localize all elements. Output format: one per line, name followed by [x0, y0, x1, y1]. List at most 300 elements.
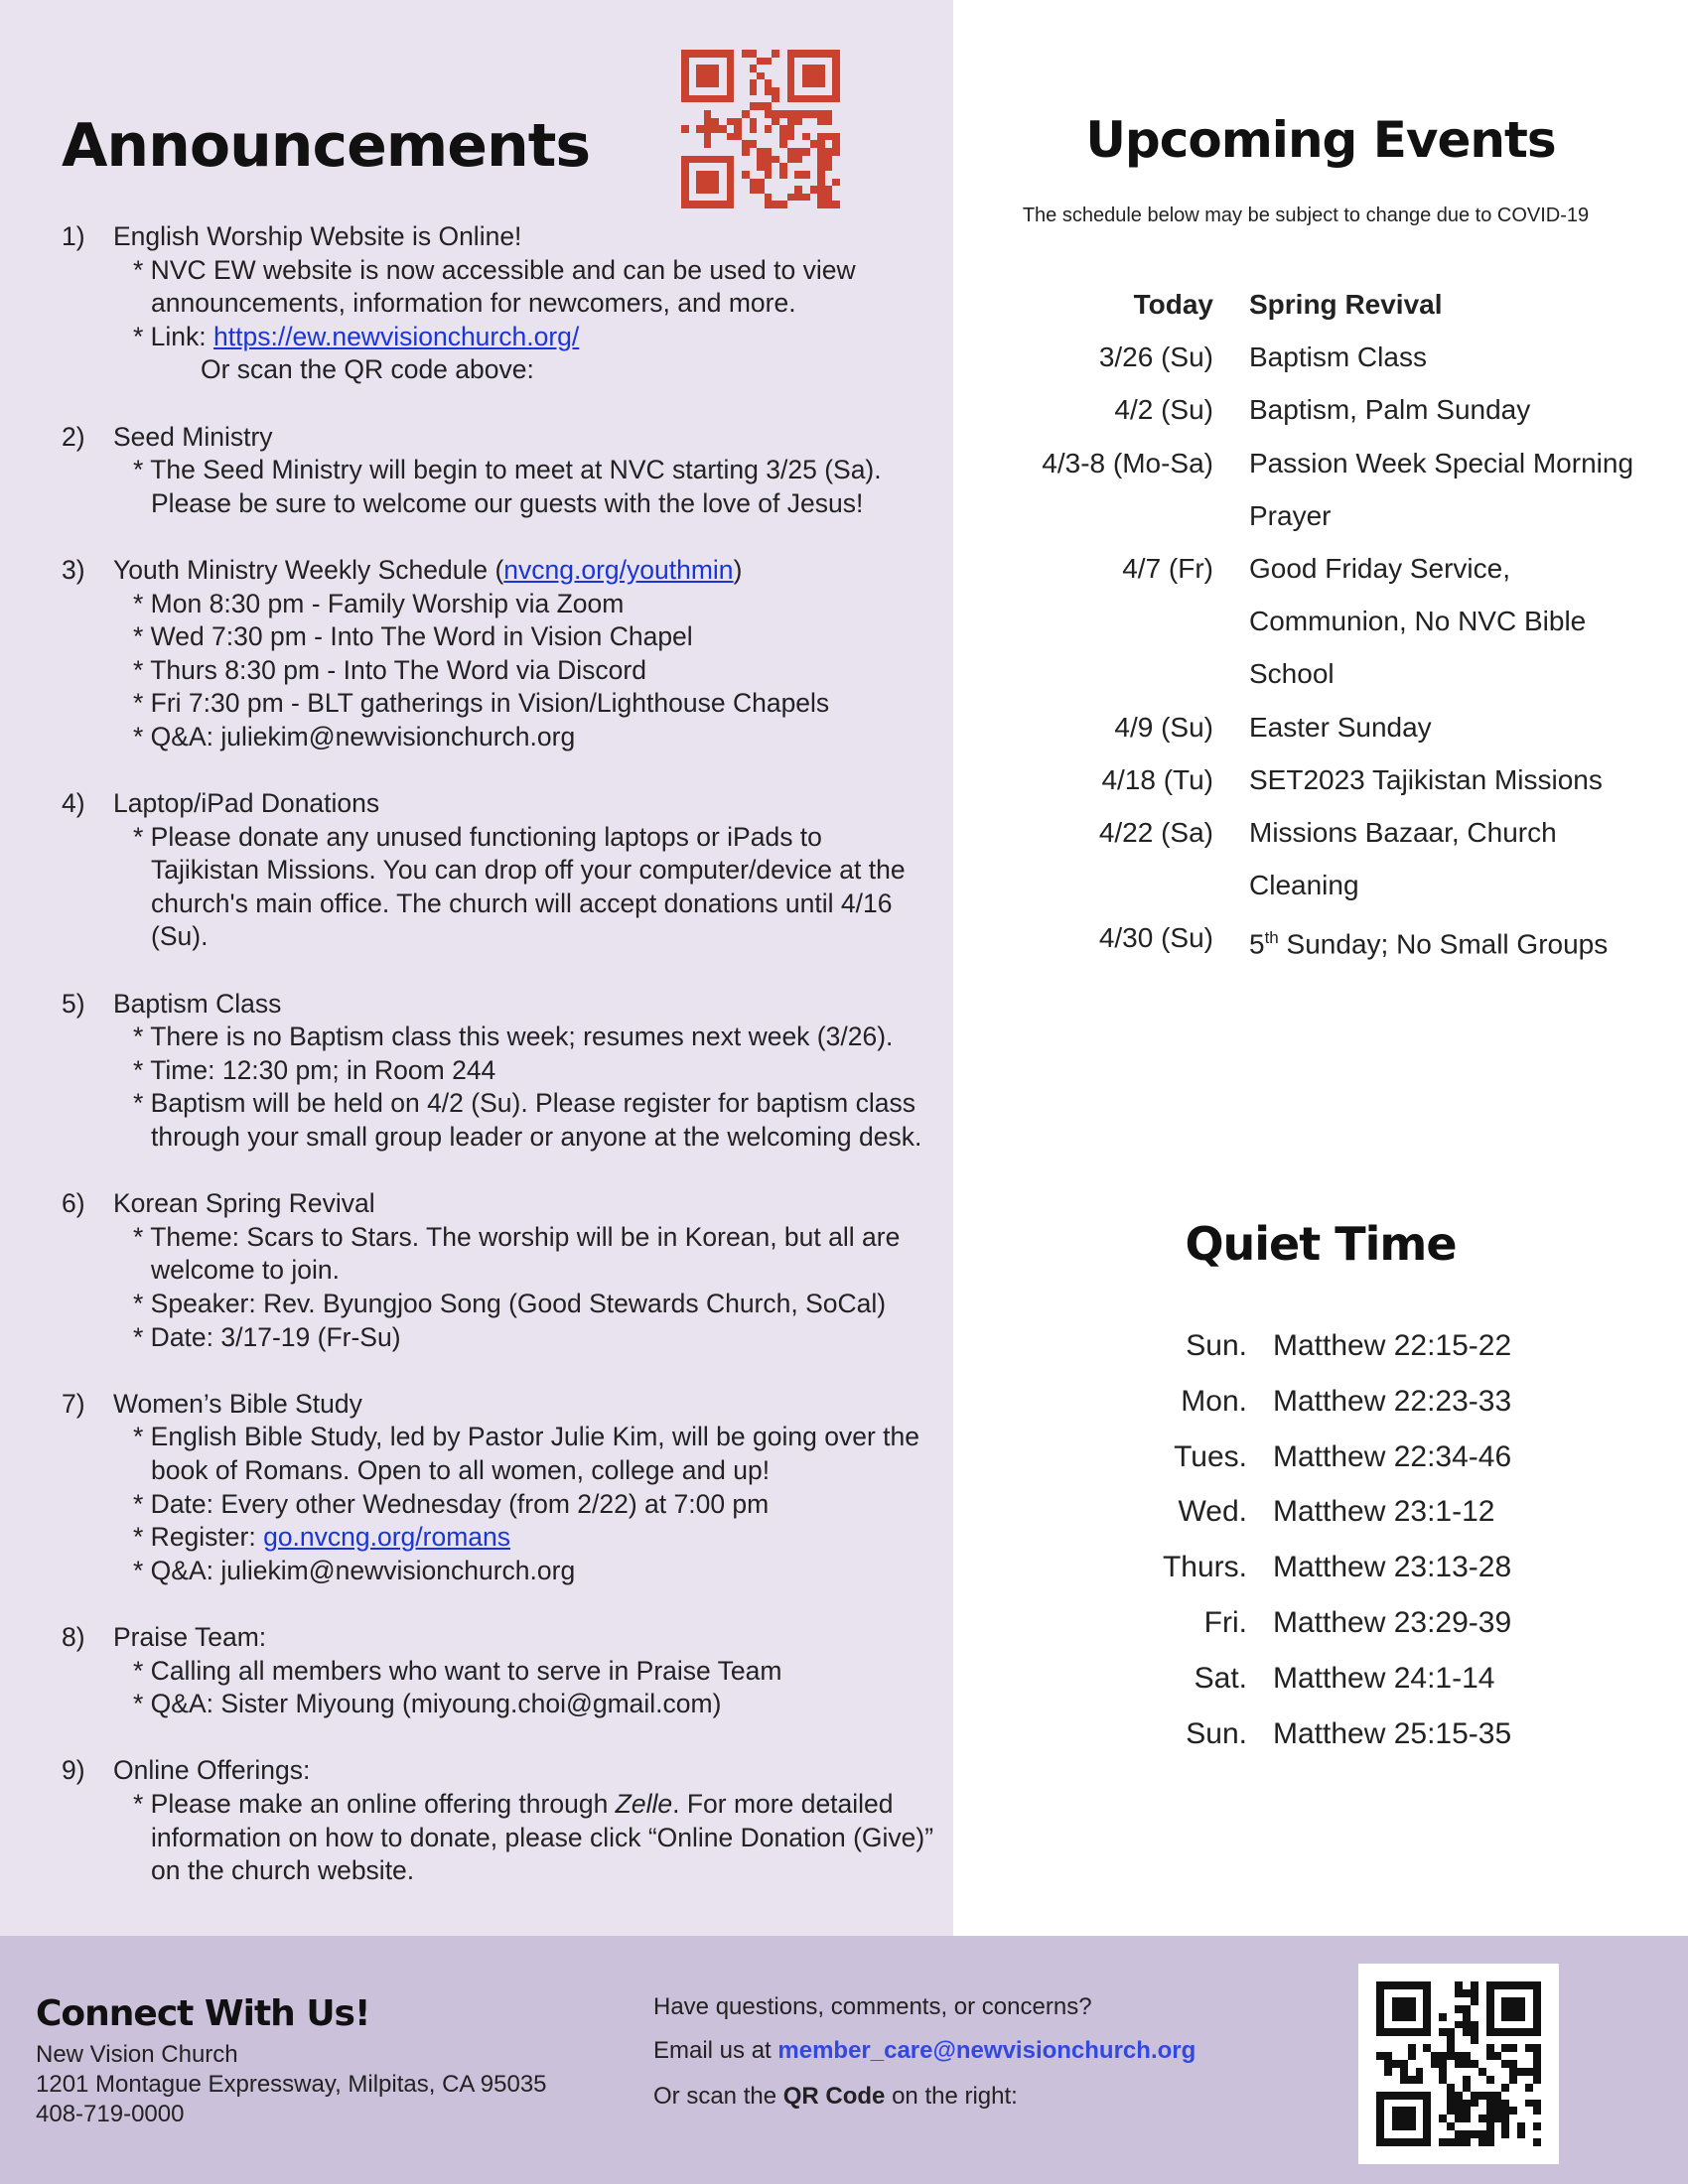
qr-module: [1400, 2068, 1408, 2076]
qr-module: [1376, 2060, 1384, 2068]
qr-module: [1376, 2138, 1384, 2146]
qr-module: [1509, 1997, 1517, 2005]
qr-module: [1525, 2092, 1533, 2100]
qr-module: [817, 65, 825, 72]
qr-module: [772, 140, 779, 148]
qr-module: [802, 118, 810, 126]
qr-module: [1509, 2044, 1517, 2052]
qr-module: [787, 79, 795, 87]
qt-day: Sun.: [1186, 1329, 1247, 1362]
qr-module: [825, 79, 833, 87]
events-table: [993, 278, 1668, 971]
qr-module: [681, 194, 689, 202]
qr-module: [1501, 2060, 1509, 2068]
qr-module: [1455, 2076, 1463, 2084]
qr-module: [1416, 2052, 1424, 2060]
qr-module: [1517, 2068, 1525, 2076]
qr-module: [1509, 2021, 1517, 2029]
qr-module: [810, 171, 818, 179]
qr-module: [787, 102, 795, 110]
qr-module: [817, 186, 825, 194]
qr-module: [1533, 2107, 1541, 2115]
qr-module: [1439, 1981, 1447, 1989]
qr-module: [794, 79, 802, 87]
qr-module: [734, 194, 742, 202]
qr-module: [1431, 2060, 1439, 2068]
qr-module: [1517, 2092, 1525, 2100]
quiet-time-row: [1092, 1318, 1511, 1374]
qr-module: [1455, 2107, 1463, 2115]
qr-module: [1525, 1981, 1533, 1989]
qr-module: [1392, 2107, 1400, 2115]
qr-module: [1400, 2021, 1408, 2029]
qr-module: [689, 87, 697, 95]
qr-module: [1376, 2044, 1384, 2052]
qr-module: [1478, 2122, 1486, 2130]
qr-module: [734, 72, 742, 80]
qr-module: [1455, 1997, 1463, 2005]
qr-module: [1494, 2028, 1502, 2036]
qr-module: [1416, 2122, 1424, 2130]
youthmin-link[interactable]: nvcng.org/youthmin: [503, 554, 734, 585]
qr-module: [1392, 2044, 1400, 2052]
connect-title: Connect With Us!: [36, 1993, 370, 2034]
qr-module: [765, 72, 773, 80]
qr-module: [1439, 2130, 1447, 2138]
qr-module: [696, 201, 704, 208]
qr-module: [810, 118, 818, 126]
qr-module: [1533, 2060, 1541, 2068]
qr-module: [727, 163, 735, 171]
qr-module: [711, 50, 719, 58]
qr-module: [1447, 2100, 1455, 2108]
qr-module: [719, 140, 727, 148]
qr-module: [1408, 2115, 1416, 2122]
qr-module: [772, 95, 779, 103]
qr-module: [750, 125, 758, 133]
qr-module: [1439, 2115, 1447, 2122]
qr-module: [1455, 2100, 1463, 2108]
qr-module: [1400, 1989, 1408, 1997]
qr-module: [794, 186, 802, 194]
qr-module: [779, 163, 787, 171]
qr-module: [765, 95, 773, 103]
qr-module: [1486, 2122, 1494, 2130]
qr-module: [1431, 2076, 1439, 2084]
qr-module: [825, 50, 833, 58]
qr-module: [1463, 2092, 1471, 2100]
qr-module: [1400, 2115, 1408, 2122]
qr-module: [817, 110, 825, 118]
qr-module: [727, 110, 735, 118]
qr-module: [1439, 2100, 1447, 2108]
qr-module: [1494, 2076, 1502, 2084]
qr-module: [704, 186, 712, 194]
qr-module: [832, 163, 840, 171]
qr-module: [696, 118, 704, 126]
qr-module: [1400, 2107, 1408, 2115]
qr-module: [1439, 2107, 1447, 2115]
qr-module: [681, 125, 689, 133]
qr-code-top[interactable]: [681, 50, 840, 208]
qr-module: [1486, 2013, 1494, 2021]
qr-module: [696, 148, 704, 156]
qr-module: [1439, 2021, 1447, 2029]
qr-module: [696, 156, 704, 164]
qr-module: [1447, 1989, 1455, 1997]
qr-module: [1486, 2060, 1494, 2068]
qr-module: [1525, 2107, 1533, 2115]
qr-module: [817, 50, 825, 58]
qr-module: [1384, 1981, 1392, 1989]
qr-module: [696, 163, 704, 171]
qr-module: [1509, 2036, 1517, 2044]
qr-module: [1478, 1997, 1486, 2005]
qr-module: [1423, 2028, 1431, 2036]
qr-module: [704, 72, 712, 80]
qr-module: [704, 50, 712, 58]
qr-module: [1509, 2076, 1517, 2084]
qr-module: [1384, 2060, 1392, 2068]
qr-module: [1533, 1997, 1541, 2005]
qr-module: [1384, 2100, 1392, 2108]
qr-module: [719, 65, 727, 72]
qr-module: [704, 58, 712, 66]
qr-module: [689, 133, 697, 141]
qr-module: [711, 163, 719, 171]
qr-module: [772, 163, 779, 171]
qr-module: [1525, 2076, 1533, 2084]
qr-module: [1439, 2013, 1447, 2021]
item-line: * Please make an online offering through Zelle. For more detailed information on how to donate, please click “Online Donation (Give)” on the church website.: [133, 1788, 934, 1886]
qr-module: [750, 79, 758, 87]
qr-module: [1533, 2021, 1541, 2029]
qr-module: [742, 72, 750, 80]
qr-module: [1408, 2076, 1416, 2084]
qr-module: [711, 87, 719, 95]
qr-module: [719, 179, 727, 187]
qr-module: [1431, 2122, 1439, 2130]
qr-module: [810, 87, 818, 95]
qr-module: [794, 179, 802, 187]
qr-module: [794, 102, 802, 110]
qr-module: [1533, 2013, 1541, 2021]
qr-module: [1408, 2107, 1416, 2115]
announcements-title: Announcements: [62, 111, 591, 181]
qr-module: [1423, 2005, 1431, 2013]
qr-module: [1408, 2068, 1416, 2076]
qr-module: [1494, 2092, 1502, 2100]
qr-module: [1392, 2122, 1400, 2130]
qr-module: [734, 156, 742, 164]
item-line: * Q&A: Sister Miyoung (miyoung.choi@gmail.com): [133, 1689, 722, 1719]
qr-module: [1486, 1997, 1494, 2005]
qr-module: [1416, 2044, 1424, 2052]
qr-module: [1478, 2044, 1486, 2052]
qr-module: [727, 125, 735, 133]
item-number: 9): [62, 1755, 85, 1786]
qr-module: [1478, 2068, 1486, 2076]
qr-module: [704, 148, 712, 156]
item-number: 3): [62, 554, 85, 585]
qr-module: [757, 156, 765, 164]
qr-module: [1471, 2122, 1478, 2130]
qr-module: [772, 125, 779, 133]
qr-module: [1431, 2052, 1439, 2060]
qr-module: [704, 102, 712, 110]
qr-module: [681, 118, 689, 126]
email-link[interactable]: member_care@newvisionchurch.org: [777, 2037, 1196, 2064]
qr-module: [825, 102, 833, 110]
qr-module: [1439, 2028, 1447, 2036]
website-link[interactable]: https://ew.newvisionchurch.org/: [213, 321, 580, 351]
item-line: * English Bible Study, led by Pastor Julie Kim, will be going over the book of Romans. Open to all women, college and up!: [133, 1422, 919, 1485]
qr-module: [704, 163, 712, 171]
qr-module: [1501, 2130, 1509, 2138]
qr-module: [750, 72, 758, 80]
qt-day: Sun.: [1186, 1716, 1247, 1750]
qr-module: [681, 110, 689, 118]
qr-module: [765, 58, 773, 66]
qr-module: [1408, 2052, 1416, 2060]
qr-module: [1416, 2138, 1424, 2146]
qr-module: [757, 125, 765, 133]
qr-module: [1400, 2044, 1408, 2052]
qr-module: [1471, 1989, 1478, 1997]
qr-module: [794, 72, 802, 80]
qr-module: [711, 79, 719, 87]
qr-module: [1455, 2122, 1463, 2130]
qr-module: [810, 148, 818, 156]
qr-module: [1431, 1981, 1439, 1989]
qr-module: [1494, 1997, 1502, 2005]
qr-module: [742, 186, 750, 194]
qr-module: [689, 194, 697, 202]
event-name: Baptism Class: [1249, 341, 1427, 373]
qr-module: [1384, 2084, 1392, 2092]
qr-module: [757, 87, 765, 95]
qr-module: [734, 118, 742, 126]
qr-module: [832, 79, 840, 87]
qr-module: [1376, 2028, 1384, 2036]
qr-module: [1439, 2076, 1447, 2084]
qr-module: [1431, 2005, 1439, 2013]
qr-module: [1501, 1997, 1509, 2005]
item-line: * Time: 12:30 pm; in Room 244: [133, 1054, 496, 1085]
qr-module: [757, 110, 765, 118]
qr-module: [1494, 2138, 1502, 2146]
qr-module: [1494, 2115, 1502, 2122]
qr-module: [1416, 2084, 1424, 2092]
qr-module: [696, 186, 704, 194]
qr-module: [1486, 2036, 1494, 2044]
qr-module: [1416, 2013, 1424, 2021]
qr-module: [1525, 1997, 1533, 2005]
qr-module: [689, 102, 697, 110]
qr-module: [794, 133, 802, 141]
qr-module: [1447, 2092, 1455, 2100]
qr-module: [734, 102, 742, 110]
qr-module: [1400, 2138, 1408, 2146]
qr-module: [1455, 1981, 1463, 1989]
qr-module: [681, 50, 689, 58]
qr-module: [1455, 2005, 1463, 2013]
qr-module: [1463, 2138, 1471, 2146]
qr-module: [727, 87, 735, 95]
qr-module: [1478, 2052, 1486, 2060]
qr-module: [787, 58, 795, 66]
qr-module: [1423, 2107, 1431, 2115]
qr-module: [779, 110, 787, 118]
qr-module: [825, 186, 833, 194]
qr-module: [810, 201, 818, 208]
list-item: [62, 220, 935, 387]
qr-code-bottom[interactable]: [1376, 1981, 1541, 2146]
qr-module: [742, 133, 750, 141]
qr-module: [787, 72, 795, 80]
qr-module: [802, 65, 810, 72]
qr-module: [704, 118, 712, 126]
item-title: Online Offerings:: [113, 1755, 311, 1786]
qr-module: [787, 201, 795, 208]
qr-module: [1408, 2100, 1416, 2108]
qr-module: [1525, 2060, 1533, 2068]
qr-module: [787, 179, 795, 187]
qr-module: [832, 201, 840, 208]
qr-module: [1392, 2005, 1400, 2013]
qr-module: [1525, 2021, 1533, 2029]
qr-module: [1478, 1981, 1486, 1989]
qr-module: [1455, 2092, 1463, 2100]
qr-module: [1463, 2107, 1471, 2115]
qr-module: [1478, 2021, 1486, 2029]
qr-module: [757, 58, 765, 66]
qr-module: [734, 50, 742, 58]
romans-link[interactable]: go.nvcng.org/romans: [263, 1522, 511, 1553]
qr-module: [1447, 1981, 1455, 1989]
quiet-time-row: [1092, 1484, 1511, 1540]
list-item: [62, 554, 935, 754]
qr-module: [1478, 2115, 1486, 2122]
qr-module: [1423, 2076, 1431, 2084]
qr-module: [1447, 2084, 1455, 2092]
qr-module: [832, 179, 840, 187]
qr-module: [1478, 2138, 1486, 2146]
qr-module: [817, 133, 825, 141]
qr-module: [1384, 2068, 1392, 2076]
covid-note: The schedule below may be subject to change due to COVID-19: [1022, 205, 1590, 226]
qr-module: [696, 179, 704, 187]
qr-module: [779, 194, 787, 202]
qr-module: [779, 87, 787, 95]
qr-module: [1408, 1989, 1416, 1997]
events-header: [993, 278, 1668, 331]
qr-module: [817, 102, 825, 110]
qr-module: [1416, 2068, 1424, 2076]
qr-module: [1525, 2138, 1533, 2146]
qr-module: [742, 50, 750, 58]
qr-module: [727, 79, 735, 87]
qr-module: [1525, 2068, 1533, 2076]
item-line: * Wed 7:30 pm - Into The Word in Vision Chapel: [133, 621, 693, 652]
qr-module: [696, 87, 704, 95]
qr-module: [1517, 2013, 1525, 2021]
qr-module: [681, 79, 689, 87]
qr-module: [1525, 2005, 1533, 2013]
qr-module: [779, 58, 787, 66]
qr-module: [787, 186, 795, 194]
qr-module: [1384, 1997, 1392, 2005]
qr-module: [1392, 2013, 1400, 2021]
qr-module: [757, 194, 765, 202]
qr-module: [779, 50, 787, 58]
event-row: [993, 542, 1668, 701]
qr-module: [1471, 1981, 1478, 1989]
qr-module: [1494, 1981, 1502, 1989]
qr-module: [719, 102, 727, 110]
email-line: Email us at member_care@newvisionchurch.org: [653, 2037, 1196, 2064]
qr-module: [750, 50, 758, 58]
qr-module: [802, 79, 810, 87]
qr-module: [1384, 2005, 1392, 2013]
qr-module: [1463, 2100, 1471, 2108]
qr-module: [704, 125, 712, 133]
qr-module: [832, 65, 840, 72]
qr-module: [1384, 2092, 1392, 2100]
qr-module: [1455, 1989, 1463, 1997]
qr-module: [1392, 2084, 1400, 2092]
qr-module: [772, 118, 779, 126]
qr-module: [779, 179, 787, 187]
qr-module: [1400, 2028, 1408, 2036]
qr-module: [787, 194, 795, 202]
qr-module: [1376, 2005, 1384, 2013]
qr-module: [1486, 1981, 1494, 1989]
qr-module: [757, 95, 765, 103]
qr-module: [1455, 2044, 1463, 2052]
qr-module: [794, 118, 802, 126]
qr-module: [1471, 2060, 1478, 2068]
qr-module: [696, 125, 704, 133]
qr-module: [704, 95, 712, 103]
qr-module: [810, 79, 818, 87]
qr-module: [1471, 2084, 1478, 2092]
qr-module: [787, 148, 795, 156]
qr-module: [765, 87, 773, 95]
qr-module: [727, 58, 735, 66]
qr-module: [681, 201, 689, 208]
qr-module: [1501, 1989, 1509, 1997]
qr-module: [711, 110, 719, 118]
qr-module: [1501, 2084, 1509, 2092]
qr-module: [696, 72, 704, 80]
qr-module: [1392, 2052, 1400, 2060]
qr-module: [1400, 2130, 1408, 2138]
qr-module: [810, 102, 818, 110]
qr-module: [1416, 2092, 1424, 2100]
qr-module: [1439, 2044, 1447, 2052]
qr-module: [757, 72, 765, 80]
events-title: Upcoming Events: [1085, 111, 1556, 169]
item-line: * Mon 8:30 pm - Family Worship via Zoom: [133, 588, 625, 618]
qr-module: [1463, 2130, 1471, 2138]
qr-module: [704, 171, 712, 179]
qr-module: [704, 194, 712, 202]
qr-module: [1478, 2013, 1486, 2021]
church-phone: 408-719-0000: [36, 2101, 185, 2127]
qr-module: [1501, 2052, 1509, 2060]
event-name: Baptism, Palm Sunday: [1249, 394, 1531, 426]
